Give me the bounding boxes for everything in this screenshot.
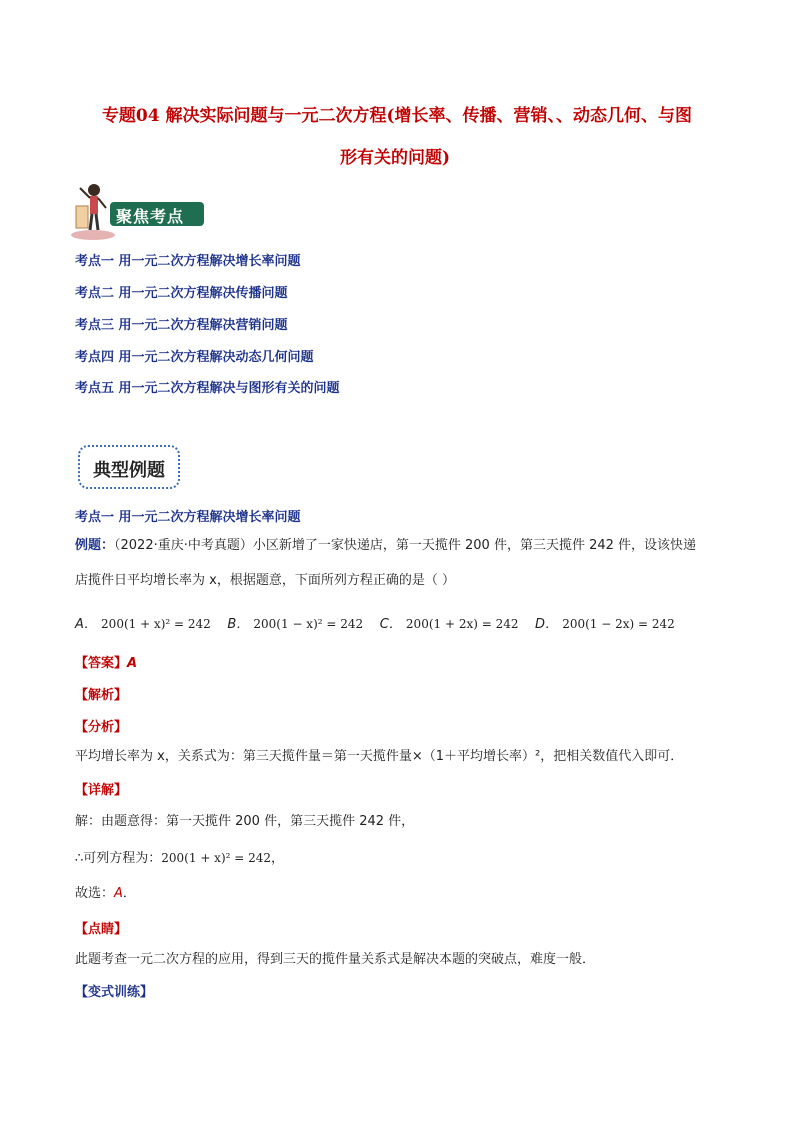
option-b-formula[interactable]: 200(1 − x)² = 242 [253, 617, 364, 631]
dianjing-label: 【点睛】 [75, 922, 128, 937]
options-row [75, 614, 725, 635]
example-line1 [75, 536, 725, 556]
option-a-letter: A． [75, 617, 97, 632]
solution-line2-prefix: ∴可列方程为： [75, 851, 162, 866]
solution-line3-prefix: 故选： [75, 886, 115, 901]
variant-label: 【变式训练】 [75, 985, 154, 1000]
example-badge [78, 445, 180, 489]
topic-item-2[interactable]: 考点二 用一元二次方程解决传播问题 [75, 286, 288, 301]
option-c-formula[interactable]: 200(1 + 2x) = 242 [405, 617, 519, 631]
section-heading: 考点一 用一元二次方程解决增长率问题 [75, 510, 301, 525]
xiangjie-label: 【详解】 [75, 783, 128, 798]
solution-line2-formula: 200(1 + x)² = 242 [161, 851, 272, 865]
solution-line3 [75, 884, 136, 904]
answer-label: 【答案】 [75, 656, 128, 671]
page-title-line2: 形有关的问题) [339, 148, 451, 168]
solution-line2 [75, 848, 735, 869]
solution-line3-suffix: ． [122, 886, 136, 901]
example-badge-label: 典型例题 [93, 460, 165, 481]
option-d-letter: D． [535, 617, 559, 632]
focus-badge-label: 聚焦考点 [116, 207, 185, 226]
option-c-letter: C． [379, 617, 402, 632]
example-label: 例题： [75, 538, 115, 553]
analysis-label: 【解析】 [75, 688, 128, 703]
page-title-line1: 专题04 解决实际问题与一元二次方程(增长率、传播、营销、、动态几何、与图 [101, 106, 693, 126]
focus-badge [68, 180, 208, 240]
solution-line3-answer: A [114, 886, 123, 901]
topic-item-4[interactable]: 考点四 用一元二次方程解决动态几何问题 [75, 350, 314, 365]
fenxi-text: 平均增长率为 x，关系式为：第三天揽件量＝第一天揽件量×（1＋平均增长率）²，把相关数值代入即可． [75, 749, 684, 764]
solution-line1: 解：由题意得：第一天揽件 200 件，第三天揽件 242 件， [75, 814, 415, 829]
option-a-formula[interactable]: 200(1 + x)² = 242 [101, 617, 211, 631]
topic-item-5[interactable]: 考点五 用一元二次方程解决与图形有关的问题 [75, 381, 340, 396]
example-text-1: （2022·重庆·中考真题）小区新增了一家快递店，第一天揽件 200 件，第三天揽件 242 件，设该快递 [114, 538, 697, 553]
option-d-formula[interactable]: 200(1 − 2x) = 242 [562, 617, 675, 631]
topic-item-1[interactable]: 考点一 用一元二次方程解决增长率问题 [75, 254, 301, 269]
example-text-2: 店揽件日平均增长率为 x，根据题意，下面所列方程正确的是（ ） [75, 573, 455, 588]
option-b-letter: B． [227, 617, 250, 632]
fenxi-label: 【分析】 [75, 720, 128, 735]
answer-value: A [127, 656, 138, 671]
solution-line2-suffix: ， [271, 851, 285, 866]
answer-row [75, 652, 137, 671]
topic-item-3[interactable]: 考点三 用一元二次方程解决营销问题 [75, 318, 288, 333]
dianjing-text: 此题考查一元二次方程的应用，得到三天的揽件量关系式是解决本题的突破点，难度一般． [75, 952, 596, 967]
